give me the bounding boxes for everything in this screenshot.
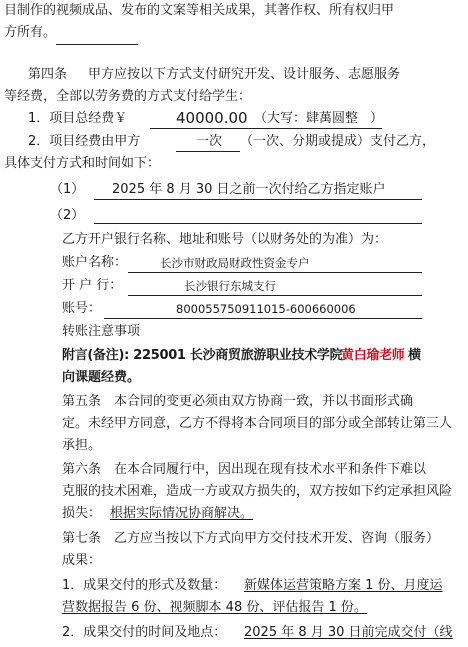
- paragraph-line: 成果：: [62, 553, 102, 568]
- deliverable-form-value: 新媒体运营策略方案 1 份、月度运: [244, 578, 443, 593]
- deliverable-time-label: 2．成果交付的时间及地点：: [62, 625, 227, 640]
- payment-suffix: （一次、分期或提成）支付乙方，: [240, 134, 436, 149]
- paragraph-line: 等经费，全部以劳务费的方式支付给学生：: [4, 89, 252, 104]
- article-4-title: 第四条: [28, 67, 68, 82]
- deliverable-form-value-2: 营数据报告 6 份、视频脚本 48 份、评估报告 1 份。: [62, 600, 367, 615]
- paragraph-line: 具体支付方式和时间如下：: [4, 156, 161, 171]
- bank-label: 开 户 行：: [62, 278, 123, 293]
- paragraph-line: 方所有。: [4, 25, 57, 40]
- underline-blank: [94, 199, 422, 200]
- paragraph-line: 甲方应按以下方式支付研究开发、设计服务、志愿服务: [88, 67, 401, 82]
- total-fee-upper: 肆萬圆整: [306, 111, 359, 126]
- total-fee-label: 1．项目总经费￥: [28, 111, 128, 126]
- paragraph-line: 乙方应当按以下方式向甲方交付技术开发、咨询（服务）: [114, 531, 440, 546]
- account-name-label: 账户名称：: [62, 255, 128, 270]
- deliverable-form-label: 1．成果交付的形式及数量：: [62, 578, 227, 593]
- paragraph-line: 克服的技术困难，造成一方或双方损失的，双方按如下约定承担风险: [62, 484, 453, 499]
- paragraph-line: 目制作的视频成品、发布的文案等相关成果，其著作权、所有权归甲: [4, 3, 395, 18]
- underline-blank: [94, 223, 422, 224]
- payment-1-number: （1）: [50, 182, 85, 197]
- underline-blank: [176, 151, 240, 152]
- account-name-value: 长沙市财政局财政性资金专户: [160, 256, 310, 270]
- underline-blank: [128, 272, 422, 273]
- underline-blank: [104, 318, 422, 319]
- article-5-title: 第五条: [62, 394, 102, 409]
- total-fee-upper-suffix: ）: [370, 111, 384, 126]
- bank-value: 长沙银行东城支行: [184, 279, 276, 293]
- payment-1-text: 2025 年 8 月 30 日之前一次付给乙方指定账户: [112, 182, 386, 197]
- article-7-title: 第七条: [62, 531, 102, 546]
- paragraph-line: 承担。: [62, 438, 102, 453]
- article-6-title: 第六条: [62, 462, 102, 477]
- loss-value: 根据实际情况协商解决。: [110, 506, 254, 521]
- payment-2-number: （2）: [50, 208, 85, 223]
- total-fee-amount: 40000.00: [176, 109, 248, 127]
- payment-mode: 一次: [196, 134, 223, 149]
- remark-line-2: 向课题经费。: [62, 370, 141, 385]
- account-number-label: 账号：: [62, 301, 102, 316]
- loss-label: 损失：: [62, 506, 102, 521]
- paragraph-line: 本合同的变更必须由双方协商一致，并以书面形式确: [114, 394, 414, 409]
- deliverable-time-value: 2025 年 8 月 30 日前完成交付（线: [244, 625, 453, 640]
- total-fee-upper-prefix: （大写：: [254, 111, 307, 126]
- bank-heading: 乙方开户银行名称、地址和账号（以财务处的为准）为：: [62, 232, 388, 247]
- payment-prefix: 2．项目经费由甲方: [28, 134, 141, 149]
- paragraph-line: 定。未经甲方同意，乙方不得将本合同项目的部分或全部转让第三人: [62, 416, 453, 431]
- underline-blank: [128, 295, 422, 296]
- underline-blank: [56, 44, 138, 45]
- remark-suffix: 横: [408, 348, 422, 363]
- transfer-note: 转账注意事项: [62, 324, 141, 339]
- underline-blank: [150, 128, 382, 129]
- paragraph-line: 在本合同履行中，因出现在现有技术水平和条件下难以: [114, 462, 427, 477]
- remark-prefix: 附言(备注): 225001 长沙商贸旅游职业技术学院: [62, 348, 343, 363]
- remark-teacher-name: 黄白瑜老师: [341, 348, 405, 363]
- account-number-value: 800055750911015-600660006: [176, 302, 356, 316]
